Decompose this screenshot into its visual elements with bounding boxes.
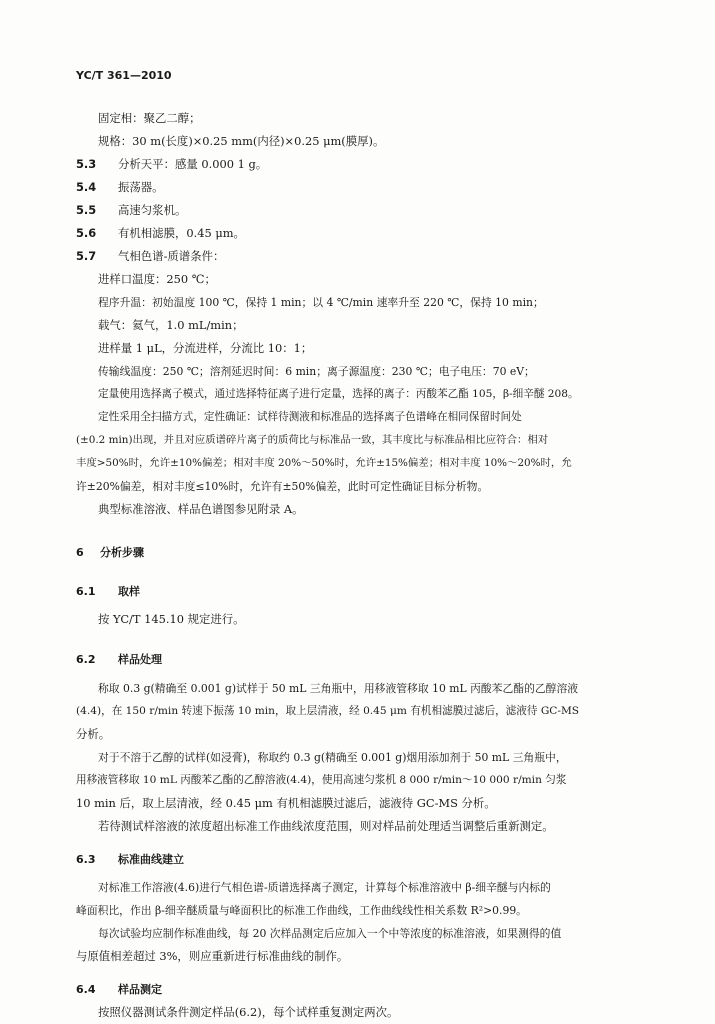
section-title: 标准曲线建立 bbox=[118, 853, 184, 866]
section-number: 6.3 bbox=[76, 853, 96, 866]
section-6-4-heading bbox=[76, 982, 162, 997]
text-line: 峰面积比，作出 β-细辛醚质量与峰面积比的标准工作曲线，工作曲线线性相关系数 R²>0.99。 bbox=[76, 904, 527, 917]
clause-number: 5.3 bbox=[76, 157, 97, 171]
section-title: 样品测定 bbox=[118, 983, 162, 996]
clause-number: 5.5 bbox=[76, 203, 97, 217]
text-line: (4.4)，在 150 r/min 转速下振荡 10 min，取上层清液，经 0.45 μm 有机相滤膜过滤后，滤液待 GC-MS bbox=[76, 705, 580, 717]
text-line: 与原值相差超过 3%，则应重新进行标准曲线的制作。 bbox=[76, 949, 349, 963]
clause-5-6 bbox=[76, 226, 245, 241]
standard-code-header: YC/T 361—2010 bbox=[76, 69, 172, 82]
section-number: 6 bbox=[76, 546, 84, 559]
section-title: 分析步骤 bbox=[100, 546, 144, 559]
clause-5-7 bbox=[76, 249, 224, 264]
section-6-1-heading bbox=[76, 584, 140, 599]
section-6-heading bbox=[76, 545, 144, 560]
text-line: 称取 0.3 g(精确至 0.001 g)试样于 50 mL 三角瓶中，用移液管移取 10 mL 丙酸苯乙酯的乙醇溶液 bbox=[98, 682, 579, 695]
text-line: 定量使用选择离子模式，通过选择特征离子进行定量，选择的离子：丙酸苯乙酯 105，β-细辛醚 208。 bbox=[98, 388, 579, 400]
text-line: 规格：30 m(长度)×0.25 mm(内径)×0.25 μm(膜厚)。 bbox=[98, 134, 385, 148]
text-line: 若待测试样溶液的浓度超出标准工作曲线浓度范围，则对样品前处理适当调整后重新测定。 bbox=[98, 819, 554, 833]
text-line: 定性采用全扫描方式，定性确证：试样待测液和标准品的选择离子色谱峰在相同保留时间处 bbox=[98, 411, 522, 423]
section-number: 6.4 bbox=[76, 983, 96, 996]
section-title: 样品处理 bbox=[118, 653, 162, 666]
section-6-3-heading bbox=[76, 852, 184, 867]
text-line: 用移液管移取 10 mL 丙酸苯乙酯的乙醇溶液(4.4)，使用高速匀浆机 8 000 r/min～10 000 r/min 匀浆 bbox=[76, 774, 567, 786]
clause-number: 5.6 bbox=[76, 226, 97, 240]
text-line: 分析。 bbox=[76, 727, 111, 741]
text-line: 每次试验均应制作标准曲线，每 20 次样品测定后应加入一个中等浓度的标准溶液，如果测得的值 bbox=[98, 927, 562, 940]
text-line: 丰度>50%时，允许±10%偏差；相对丰度 20%～50%时，允许±15%偏差；相对丰度 10%～20%时，允 bbox=[76, 457, 572, 469]
clause-5-3 bbox=[76, 157, 267, 172]
text-line: 进样口温度：250 ℃； bbox=[98, 272, 216, 286]
clause-text: 高速匀浆机。 bbox=[118, 203, 187, 217]
text-line: 典型标准溶液、样品色谱图参见附录 A。 bbox=[98, 502, 304, 516]
text-line: 对标准工作溶液(4.6)进行气相色谱-质谱选择离子测定，计算每个标准溶液中 β-细辛醚与内标的 bbox=[98, 881, 551, 894]
text-line: 载气：氦气，1.0 mL/min； bbox=[98, 318, 244, 332]
clause-text: 有机相滤膜，0.45 μm。 bbox=[118, 226, 245, 240]
section-title: 取样 bbox=[118, 585, 140, 598]
clause-5-4 bbox=[76, 180, 164, 195]
clause-text: 分析天平：感量 0.000 1 g。 bbox=[118, 157, 268, 171]
section-number: 6.2 bbox=[76, 653, 96, 666]
text-line: 固定相：聚乙二醇； bbox=[98, 111, 201, 125]
section-number: 6.1 bbox=[76, 585, 96, 598]
text-line: 程序升温：初始温度 100 ℃，保持 1 min；以 4 ℃/min 速率升至 220 ℃，保持 10 min； bbox=[98, 296, 544, 309]
text-line: 10 min 后，取上层清液，经 0.45 μm 有机相滤膜过滤后，滤液待 GC-MS 分析。 bbox=[76, 796, 496, 810]
text-line: 对于不溶于乙醇的试样(如浸膏)，称取约 0.3 g(精确至 0.001 g)烟用添加剂于 50 mL 三角瓶中， bbox=[98, 751, 567, 764]
clause-number: 5.7 bbox=[76, 249, 97, 263]
text-line: 按照仪器测试条件测定样品(6.2)，每个试样重复测定两次。 bbox=[98, 1005, 399, 1019]
clause-text: 振荡器。 bbox=[118, 180, 164, 194]
text-line: (±0.2 min)出现，并且对应质谱碎片离子的质荷比与标准品一致，其丰度比与标准品相比应符合：相对 bbox=[76, 434, 549, 446]
text-line: 传输线温度：250 ℃；溶剂延迟时间：6 min；离子源温度：230 ℃；电子电压：70 eV； bbox=[98, 365, 535, 378]
clause-number: 5.4 bbox=[76, 180, 97, 194]
section-6-2-heading bbox=[76, 652, 162, 667]
clause-5-5 bbox=[76, 203, 186, 218]
text-line: 许±20%偏差，相对丰度≤10%时，允许有±50%偏差，此时可定性确证目标分析物。 bbox=[76, 480, 489, 493]
text-line: 按 YC/T 145.10 规定进行。 bbox=[98, 612, 245, 626]
clause-text: 气相色谱-质谱条件： bbox=[118, 249, 225, 263]
text-line: 进样量 1 μL，分流进样，分流比 10：1； bbox=[98, 341, 313, 355]
